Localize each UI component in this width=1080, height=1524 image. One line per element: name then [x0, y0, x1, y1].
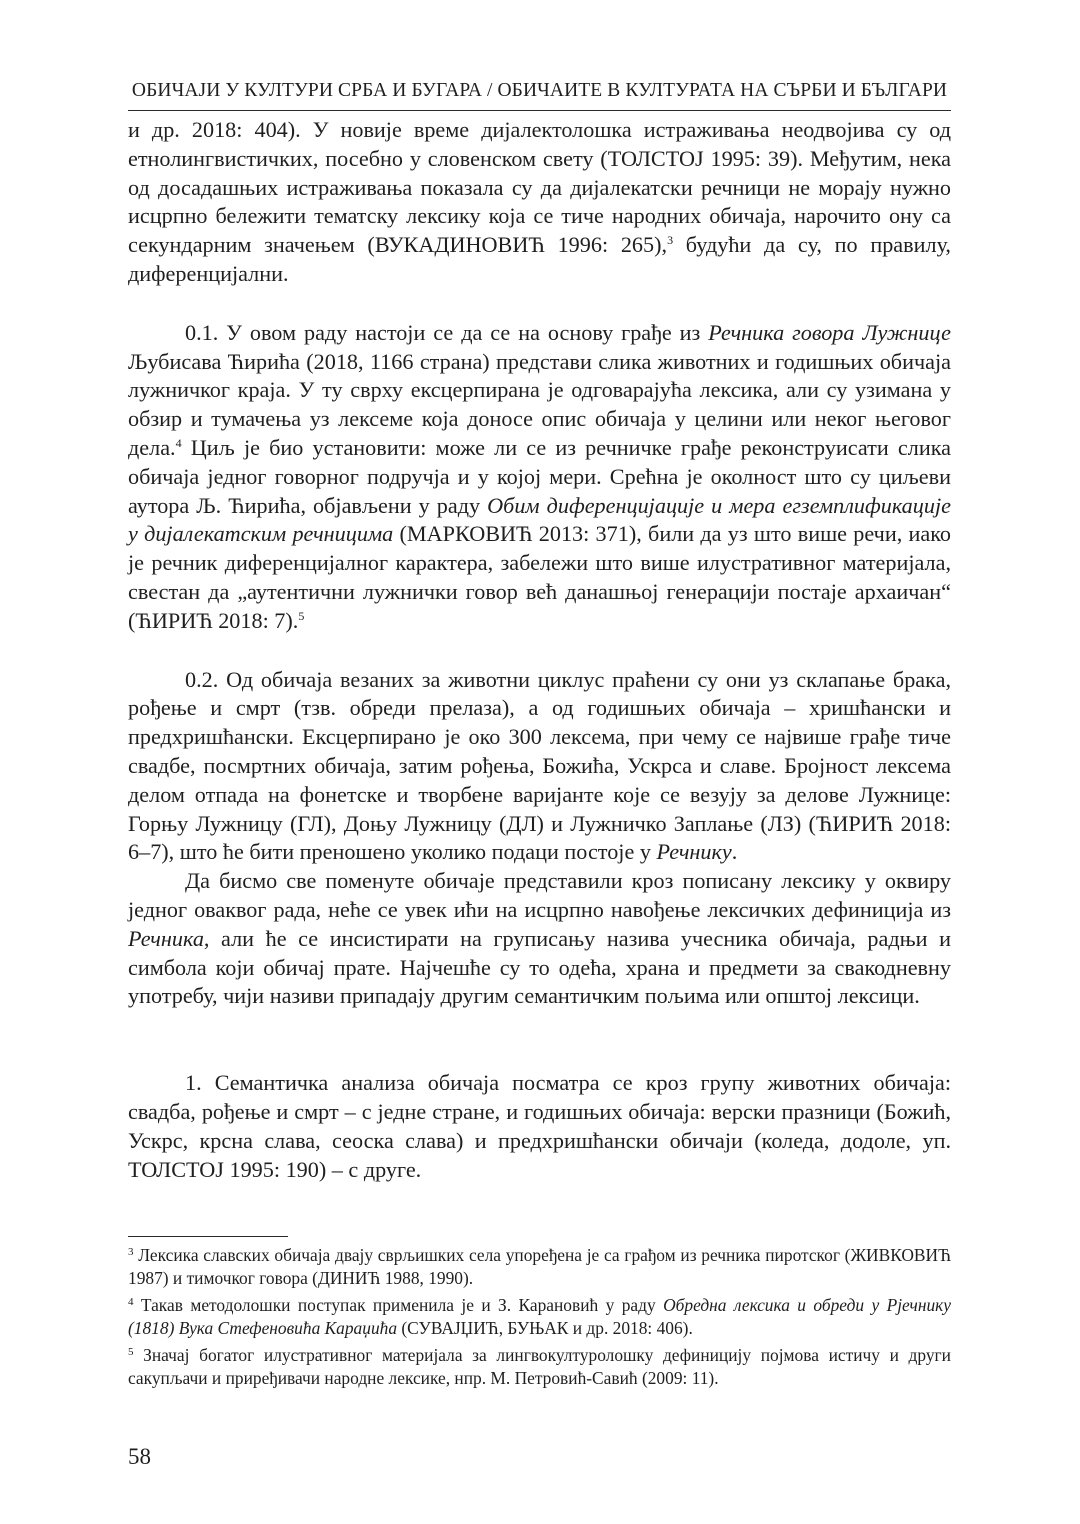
footnote-number: 3 [128, 1246, 134, 1258]
footnote-5: $^5$ Значај богатог илустративног материјала за лингвокултуролошку дефиницију појмова истичу и други сакупљачи и приређивачи народне лексике, нпр. М. Петровић-Савић (2009: 11). [128, 1345, 951, 1388]
footnote-ref-3[interactable]: 3 [667, 233, 674, 248]
italic-title: Обим диференцијације и мера егземплификације у дијалекатским речницима [128, 492, 951, 547]
italic-title: Обредна лексика и обреди у Рјечнику (1818) Вука Стефеновића Караџића [128, 1295, 951, 1338]
footnote-rule [128, 1236, 288, 1237]
paragraph-1-section: 1. Семантичка анализа обичаја посматра се кроз групу животних обичаја: свадба, рођење и смрт – с једне стране, и годишњих обичаја: верски празници (Божић, Ускрс, крсна слава, сеоска слава) и предхришћански обичаји (коледа, додоле, уп. ТОЛСТОЈ 1995: 190) – с друге. [128, 1070, 951, 1182]
footnote-number: 5 [128, 1346, 134, 1358]
italic-title: Речника говора Лужнице [708, 319, 952, 345]
header-rule [128, 110, 951, 111]
footnote-ref-4[interactable]: 4 [175, 435, 182, 450]
footnotes [128, 1244, 951, 1394]
paragraph-0-2-continued: Да бисмо све поменуте обичаје представили кроз пописану лексику у оквиру једног оваквог рада, неће се увек ићи на исцрпно навођење лексичких дефиниција из Речника, али ће се инсистирати на груписању назива учесника обичаја, радњи и симбола који обичај прате. Најчешће су то одећа, храна и предмети за свакодневну употребу, чији називи припадају другим семантичким пољима или општој лексици. [128, 868, 951, 1009]
footnote-3: $^3$ Лексика славских обичаја двају сврљишких села упоређена је са грађом из речника пиротског (ЖИВКОВИЋ 1987) и тимочког говора (ДИНИЋ 1988, 1990). [128, 1245, 951, 1288]
paragraph-0-1: 0.1. У овом раду настоји се да се на основу грађе из Речника говора Лужнице Љубисава Ћирића (2018, 1166 страна) представи слика животних и годишњих обичаја лужничког краја. У ту сврху ексцерпирана је одговарајућа лексика, али су узимана у обзир и тумачења уз лексеме која доносе опис обичаја у целини или неког његовог дела.$^4$ Циљ је био установити: може ли се из речничке грађе реконструисати слика обичаја једног говорног подручја и у којој мери. Срећна је околност што су циљеви аутора Љ. Ћирића, објављени у раду Обим диференцијације и мера егземплификације у дијалекатским речницима (МАРКОВИЋ 2013: 371), били да уз што више речи, иако је речник диференцијалног карактера, забележи што више илустративног материјала, свестан да „аутентични лужнички говор већ данашњој генерацији постаје архаичан“ (ЋИРИЋ 2018: 7).$^5$ [128, 319, 952, 633]
footnote-number: 4 [128, 1296, 134, 1308]
running-header: ОБИЧАЈИ У КУЛТУРИ СРБА И БУГАРА / ОБИЧАИТЕ В КУЛТУРАТА НА СЪРБИ И БЪЛГАРИ [131, 80, 948, 101]
italic-title: Речнику [656, 839, 732, 865]
footnote-4: $^4$ Такав методолошки поступак применила је и З. Карановић у раду Обредна лексика и обреди у Рјечнику (1818) Вука Стефеновића Караџића (СУВАЈЏИЋ, БУЊАК и др. 2018: 406). [128, 1295, 951, 1338]
paragraph-0-2: 0.2. Од обичаја везаних за животни циклус праћени су они уз склапање брака, рођење и смрт (тзв. обреди прелаза), а од годишњих обичаја – хришћански и предхришћански. Ексцерпирано је око 300 лексема, при чему се највише грађе тиче свадбе, посмртних обичаја, затим рођења, Божића, Ускрса и славе. Бројност лексема делом отпада на фонетске и творбене варијанте које се везују за делове Лужнице: Горњу Лужницу (ГЛ), Доњу Лужницу (ДЛ) и Лужничко Заплање (ЛЗ) (ЋИРИЋ 2018: 6–7), што ће бити преношено уколико подаци постоје у Речнику. [128, 666, 951, 865]
body-text [128, 116, 951, 1184]
page-number: 58 [128, 1444, 151, 1469]
italic-title: Речника [128, 925, 204, 951]
footnote-ref-5[interactable]: 5 [298, 608, 305, 623]
paragraph-1: и др. 2018: 404). У новије време дијалектолошка истраживања неодвојива су од етнолингвистичких, посебно у словенском свету (ТОЛСТОЈ 1995: 39). Међутим, нека од досадашњих истраживања показала су да дијалекатски речници не морају нужно исцрпно бележити тематску лексику која се тиче народних обичаја, нарочито ону са секундарним значењем (ВУКАДИНОВИЋ 1996: 265),$^3$ будући да су, по правилу, диференцијални. [128, 117, 951, 286]
